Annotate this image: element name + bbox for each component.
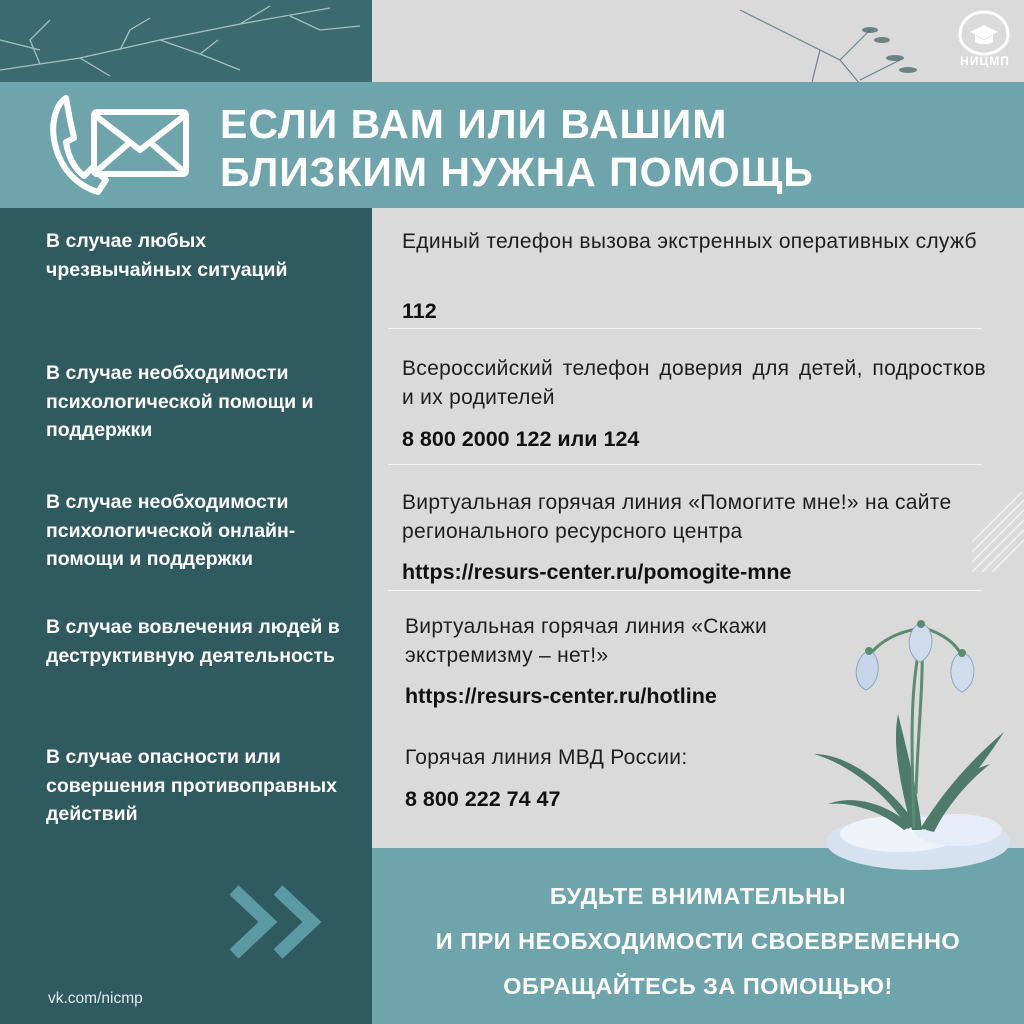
case-label-psychological: В случае необходимости психологической помощи и поддержки — [46, 362, 314, 441]
service-mvd-hotline: Горячая линия МВД России: — [405, 746, 688, 769]
case-label-online-help: В случае необходимости психологической онлайн-помощи и поддержки — [46, 491, 296, 570]
logo-text: НИЦМП — [960, 54, 1010, 68]
double-chevron-right-icon — [226, 884, 330, 960]
hatch-decoration — [972, 492, 1024, 572]
footer-line-2: И ПРИ НЕОБХОДИМОСТИ СВОЕВРЕМЕННО — [435, 928, 961, 954]
branch-decoration — [0, 0, 372, 82]
footer-message — [372, 874, 1024, 1009]
service-trust-phone: Всероссийский телефон доверия для детей, подростков и их родителей — [402, 357, 986, 409]
contact-emergency-number[interactable]: 112 — [402, 299, 437, 323]
footer-line-3: ОБРАЩАЙТЕСЬ ЗА ПОМОЩЬЮ! — [503, 973, 893, 999]
phone-envelope-icon — [44, 88, 194, 198]
divider — [388, 328, 982, 329]
graduation-cap-pin-icon — [948, 8, 1020, 80]
title-line-2: БЛИЗКИМ НУЖНА ПОМОЩЬ — [220, 149, 814, 195]
service-extremism-hotline: Виртуальная горячая линия «Скажи экстремизму – нет!» — [405, 615, 768, 667]
case-label-destructive: В случае вовлечения людей в деструктивную деятельность — [46, 616, 340, 667]
service-emergency: Единый телефон вызова экстренных оперативных служб — [402, 230, 977, 253]
page-title — [220, 100, 980, 196]
divider — [388, 590, 982, 591]
contact-online-hotline-link[interactable]: https://resurs-center.ru/pomogite-mne — [402, 560, 792, 584]
case-label-emergency: В случае любых чрезвычайных ситуаций — [46, 230, 288, 281]
footer-line-1: БУДЬТЕ ВНИМАТЕЛЬНЫ — [549, 883, 847, 909]
contact-trust-phone-number[interactable]: 8 800 2000 122 или 124 — [402, 427, 640, 451]
snowdrop-flower-illustration — [808, 604, 1018, 874]
contact-extremism-hotline-link[interactable]: https://resurs-center.ru/hotline — [405, 684, 717, 708]
service-online-hotline: Виртуальная горячая линия «Помогите мне!» на сайте регионального ресурсного центра — [402, 491, 952, 543]
title-line-1: ЕСЛИ ВАМ ИЛИ ВАШИМ — [220, 101, 728, 147]
case-label-danger: В случае опасности или совершения противоправных действий — [46, 746, 337, 825]
contact-mvd-number[interactable]: 8 800 222 74 47 — [405, 787, 561, 811]
vk-link[interactable]: vk.com/nicmp — [48, 990, 143, 1007]
divider — [388, 464, 982, 465]
